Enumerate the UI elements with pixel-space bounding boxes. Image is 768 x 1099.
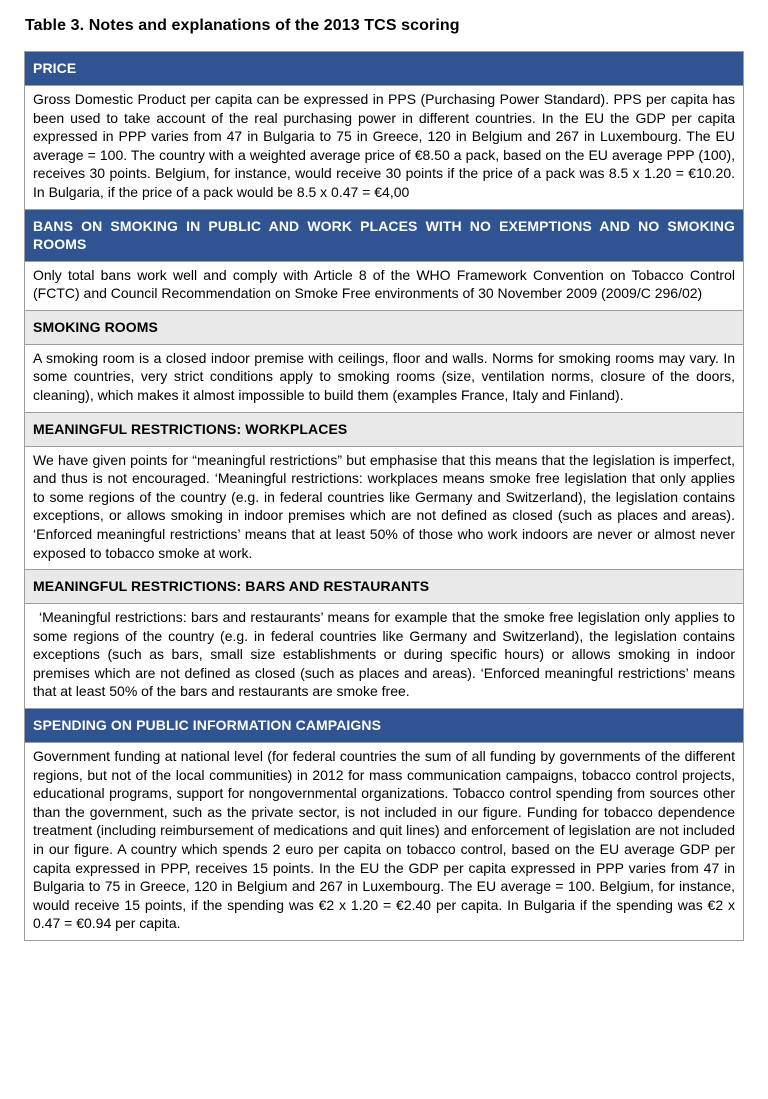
section-body-price: Gross Domestic Product per capita can be expressed in PPS (Purchasing Power Standard). PPS per capita has been used to take account of the real purchasing power in different countries. In the EU the GDP per capita expressed in PPP varies from 47 in Bulgaria to 75 in Greece, 120 in Belgium and 267 in Luxembourg. The EU average = 100. The country with a weighted average price of €8.50 a pack, based on the EU average PPP (100), receives 30 points. Belgium, for instance, would receive 30 points if the price of a pack was 8.5 x 1.20 = €10.20. In Bulgaria, if the price of a pack would be 8.5 x 0.47 = €4,00 <box>25 86 743 210</box>
section-header-smoking-rooms: SMOKING ROOMS <box>25 311 743 345</box>
section-body-restrictions-bars: ‘Meaningful restrictions: bars and restaurants’ means for example that the smoke free legislation only applies to some regions of the country (e.g. in federal countries like Germany and Switzerland), the legislation contains exceptions (such as bars, small size establishments or during specific hours) or allows smoking in indoor premises which are not defined as closed (such as places and areas). ‘Enforced meaningful restrictions’ means that at least 50% of the bars and restaurants are smoke free. <box>25 604 743 709</box>
section-body-bans: Only total bans work well and comply with Article 8 of the WHO Framework Convention on Tobacco Control (FCTC) and Council Recommendation on Smoke Free environments of 30 November 2009 (2009/C 296/02) <box>25 262 743 311</box>
section-body-restrictions-workplaces: We have given points for “meaningful restrictions” but emphasise that this means that the legislation is imperfect, and thus is not encouraged. ‘Meaningful restrictions: workplaces means smoke free legislation that only applies to some regions of the country (e.g. in federal countries like Germany and Switzerland), the legislation contains exceptions, or allows smoking in indoor premises which are not defined as closed (such as places and areas). ‘Enforced meaningful restrictions’ means that at least 50% of those who work indoors are never or almost never exposed to tobacco smoke at work. <box>25 447 743 571</box>
section-header-spending: SPENDING ON PUBLIC INFORMATION CAMPAIGNS <box>25 709 743 743</box>
section-body-smoking-rooms: A smoking room is a closed indoor premise with ceilings, floor and walls. Norms for smoking rooms may vary. In some countries, very strict conditions apply to smoking rooms (size, ventilation norms, closure of the doors, cleaning), which makes it almost impossible to build them (examples France, Italy and Finland). <box>25 345 743 413</box>
section-header-restrictions-workplaces: MEANINGFUL RESTRICTIONS: WORKPLACES <box>25 413 743 447</box>
section-header-price: PRICE <box>25 52 743 86</box>
notes-table <box>24 51 744 941</box>
section-header-bans: BANS ON SMOKING IN PUBLIC AND WORK PLACES WITH NO EXEMPTIONS AND NO SMOKING ROOMS <box>25 210 743 262</box>
page-title: Table 3. Notes and explanations of the 2013 TCS scoring <box>25 17 460 34</box>
section-header-restrictions-bars: MEANINGFUL RESTRICTIONS: BARS AND RESTAURANTS <box>25 570 743 604</box>
section-body-spending: Government funding at national level (for federal countries the sum of all funding by governments of the different regions, but not of the local communities) in 2012 for mass communication campaigns, tobacco control projects, educational programs, support for nongovernmental organizations. Tobacco control spending from sources other than the government, such as the private sector, is not included in our figure. Funding for tobacco dependence treatment (including reimbursement of medications and quit lines) and enforcement of legislation are not included in our figure. A country which spends 2 euro per capita on tobacco control, based on the EU average GDP per capita expressed in PPP, receives 15 points. In the EU the GDP per capita expressed in PPP varies from 47 in Bulgaria to 75 in Greece, 120 in Belgium and 267 in Luxembourg. The EU average = 100. Belgium, for instance, would receive 15 points, if the spending was €2 x 1.20 = €2.40 per capita. In Bulgaria if the spending was €2 x 0.47 = €0.94 per capita. <box>25 743 743 940</box>
